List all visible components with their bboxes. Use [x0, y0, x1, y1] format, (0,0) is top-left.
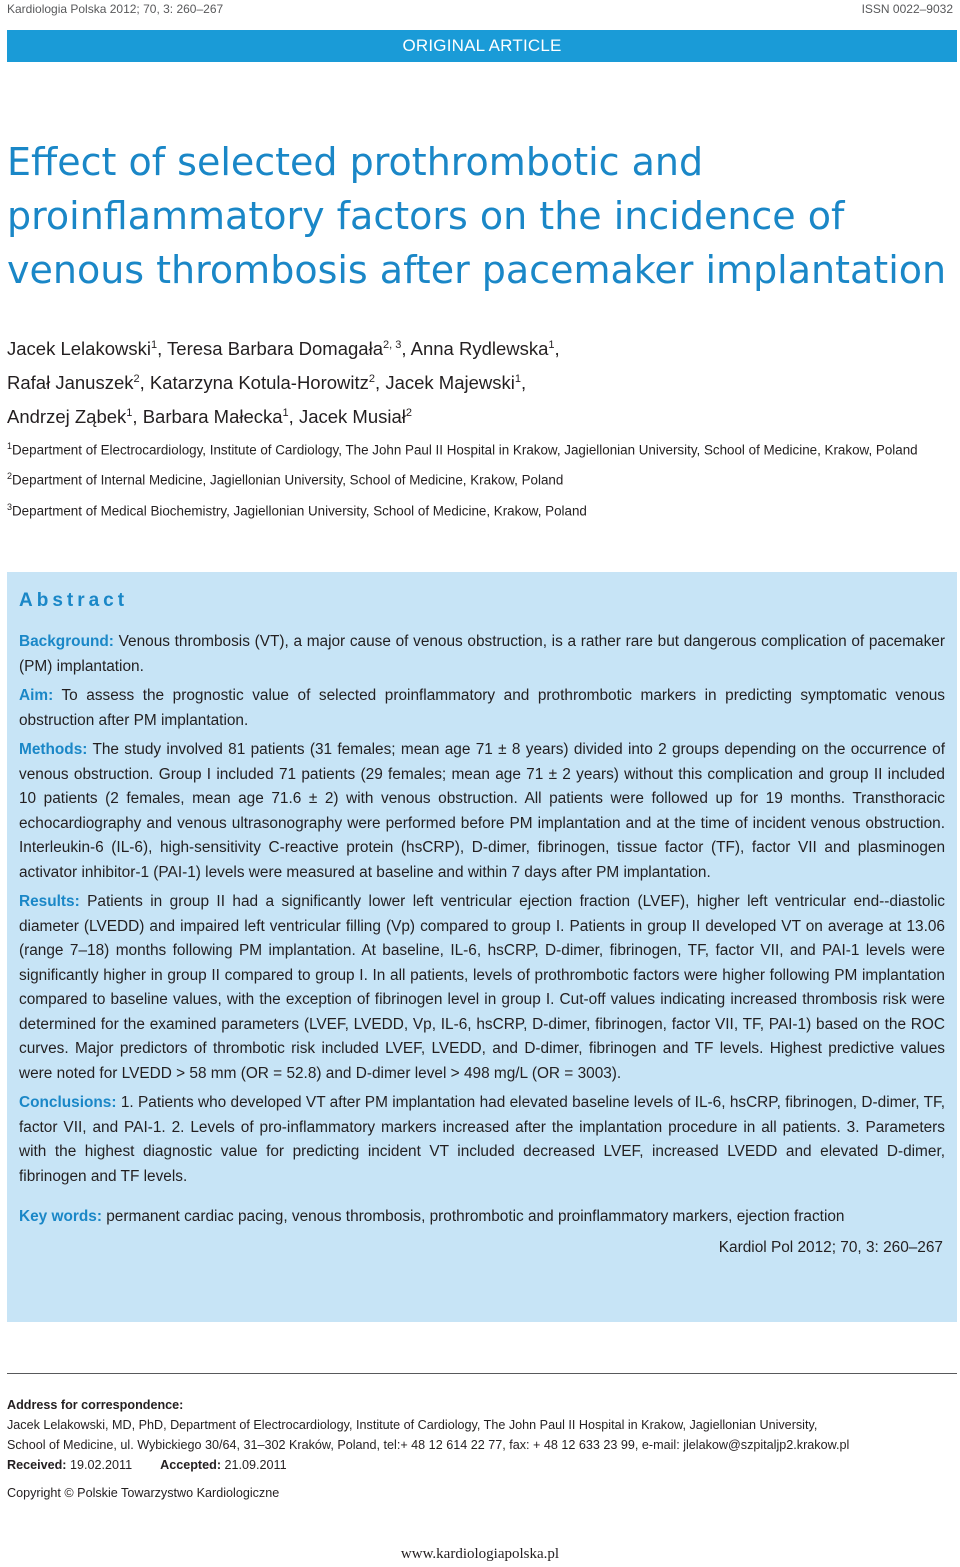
abstract-heading: Abstract [19, 590, 129, 611]
title-line: Effect of selected prothrombotic and [7, 140, 704, 184]
affiliation-list [7, 436, 947, 527]
affiliation: $^3$Department of Medical Biochemistry, Jagiellonian University, School of Medicine, Krakow, Poland [7, 501, 587, 519]
copyright: Copyright © Polskie Towarzystwo Kardiologiczne [7, 1486, 280, 1500]
author: Katarzyna Kotula-Horowitz$^2$, [149, 372, 386, 394]
citation: Kardiol Pol 2012; 70, 3: 260–267 [718, 1239, 943, 1256]
abstract-box [7, 572, 957, 1322]
accepted-date: 21.09.2011 [224, 1458, 287, 1472]
issn: ISSN 0022–9032 [861, 2, 953, 16]
correspondence-line: Jacek Lelakowski, MD, PhD, Department of Electrocardiology, Institute of Cardiology, The John Paul II Hospital in Krakow, Jagiellonian University, [7, 1418, 818, 1432]
divider [7, 1373, 957, 1374]
author: Rafał Januszek$^2$, [7, 372, 150, 394]
running-header [7, 2, 953, 18]
author: Jacek Majewski$^1$, [385, 372, 527, 394]
keywords: Key words: permanent cardiac pacing, venous thrombosis, prothrombotic and proinflammatory markers, ejection fraction [19, 1208, 845, 1225]
article-type-banner: ORIGINAL ARTICLE [7, 30, 957, 62]
affiliation: $^2$Department of Internal Medicine, Jagiellonian University, School of Medicine, Krakow, Poland [7, 471, 564, 488]
author: Teresa Barbara Domagała$^{2, 3}$, [167, 338, 411, 360]
dates: Received: 19.02.2011 Accepted: 21.09.2011 [7, 1458, 287, 1472]
author: Jacek Musiał$^2$ [298, 406, 413, 428]
abstract-background: Background: Venous thrombosis (VT), a major cause of venous obstruction, is a rather rare but dangerous complication of pacemaker (PM) implantation. [19, 633, 945, 675]
author: Andrzej Ząbek$^1$, [7, 406, 143, 428]
correspondence-label: Address for correspondence: [7, 1398, 184, 1412]
abstract-methods: Methods: The study involved 81 patients (31 females; mean age 71 ± 8 years) divided into 2 groups depending on the occurrence of venous obstruction. Group I included 71 patients (29 females; mean age 71 ± 2 years) without this complication and group II included 10 patients (2 females, mean age 71.6 ± 2) with venous obstruction. All patients were followed up for 19 months. Transthoracic echocardiography and venous ultrasonography were performed before PM implantation and at the time of incident venous obstruction. Interleukin-6 (IL-6), high-sensitivity C-reactive protein (hsCRP), D-dimer, fibrinogen, tissue factor (TF), factor VII and plasminogen activator inhibitor-1 (PAI-1) levels were measured at baseline and within 7 days after PM implantation. [19, 741, 945, 881]
author: Anna Rydlewska$^1$, [410, 338, 560, 360]
correspondence-block [7, 1395, 957, 1503]
author: Barbara Małecka$^1$, [142, 406, 299, 428]
journal-website: www.kardiologiapolska.pl [400, 1546, 560, 1562]
title-line: proinflammatory factors on the incidence of [7, 194, 845, 238]
abstract-results: Results: Patients in group II had a significantly lower left ventricular ejection fraction (LVEF), higher left ventricular end--diastolic diameter (LVEDD) and impaired left ventricular filling (Vp) compared to group I. Patients in group II developed VT on average at 13.06 (range 7–18) months following PM implantation. At baseline, IL-6, hsCRP, D-dimer, fibrinogen, TF, factor VII, and PAI-1 levels were significantly higher in group II compared to group I. In all patients, levels of prothrombotic factors were higher following PM implantation compared to baseline values, with the exception of fibrinogen level in group I. Cut-off values indicating increased thrombosis risk were determined for the examined parameters (LVEF, LVEDD, Vp, IL-6, hsCRP, D-dimer, fibrinogen, factor VII, TF, PAI-1) based on the ROC curves. Major predictors of thrombotic risk included LVEF, LVEDD, and D-dimer, fibrinogen and TF levels. Highest predictive values were noted for LVEDD > 58 mm (OR = 52.8) and D-dimer level > 498 mg/L (OR = 3003). [19, 893, 945, 1082]
correspondence-line: School of Medicine, ul. Wybickiego 30/64, 31–302 Kraków, Poland, tel:+ 48 12 614 22 77, fax: + 48 12 633 23 99, e-mail: jlelakow@szpitaljp2.krakow.pl [7, 1438, 850, 1452]
author: Jacek Lelakowski$^1$, [7, 338, 168, 360]
title-line: venous thrombosis after pacemaker implantation [7, 248, 947, 292]
author-list [7, 330, 947, 432]
received-date: 19.02.2011 [70, 1458, 133, 1472]
affiliation: $^1$Department of Electrocardiology, Institute of Cardiology, The John Paul II Hospital in Krakow, Jagiellonian University, School of Medicine, Krakow, Poland [7, 441, 918, 458]
article-title [7, 135, 957, 297]
abstract-aim: Aim: To assess the prognostic value of selected proinflammatory and prothrombotic markers in predicting symptomatic venous obstruction after PM implantation. [19, 687, 945, 729]
abstract-conclusions: Conclusions: 1. Patients who developed VT after PM implantation had elevated baseline levels of IL-6, hsCRP, fibrinogen, D-dimer, TF, factor VII, and PAI-1. 2. Levels of pro-inflammatory markers increased after the implantation procedure in all patients. 3. Parameters with the highest diagnostic value for predicting incident VT included decreased LVEF, increased LVEDD and elevated D-dimer, fibrinogen and TF levels. [19, 1094, 946, 1185]
journal-reference: Kardiologia Polska 2012; 70, 3: 260–267 [7, 2, 224, 16]
